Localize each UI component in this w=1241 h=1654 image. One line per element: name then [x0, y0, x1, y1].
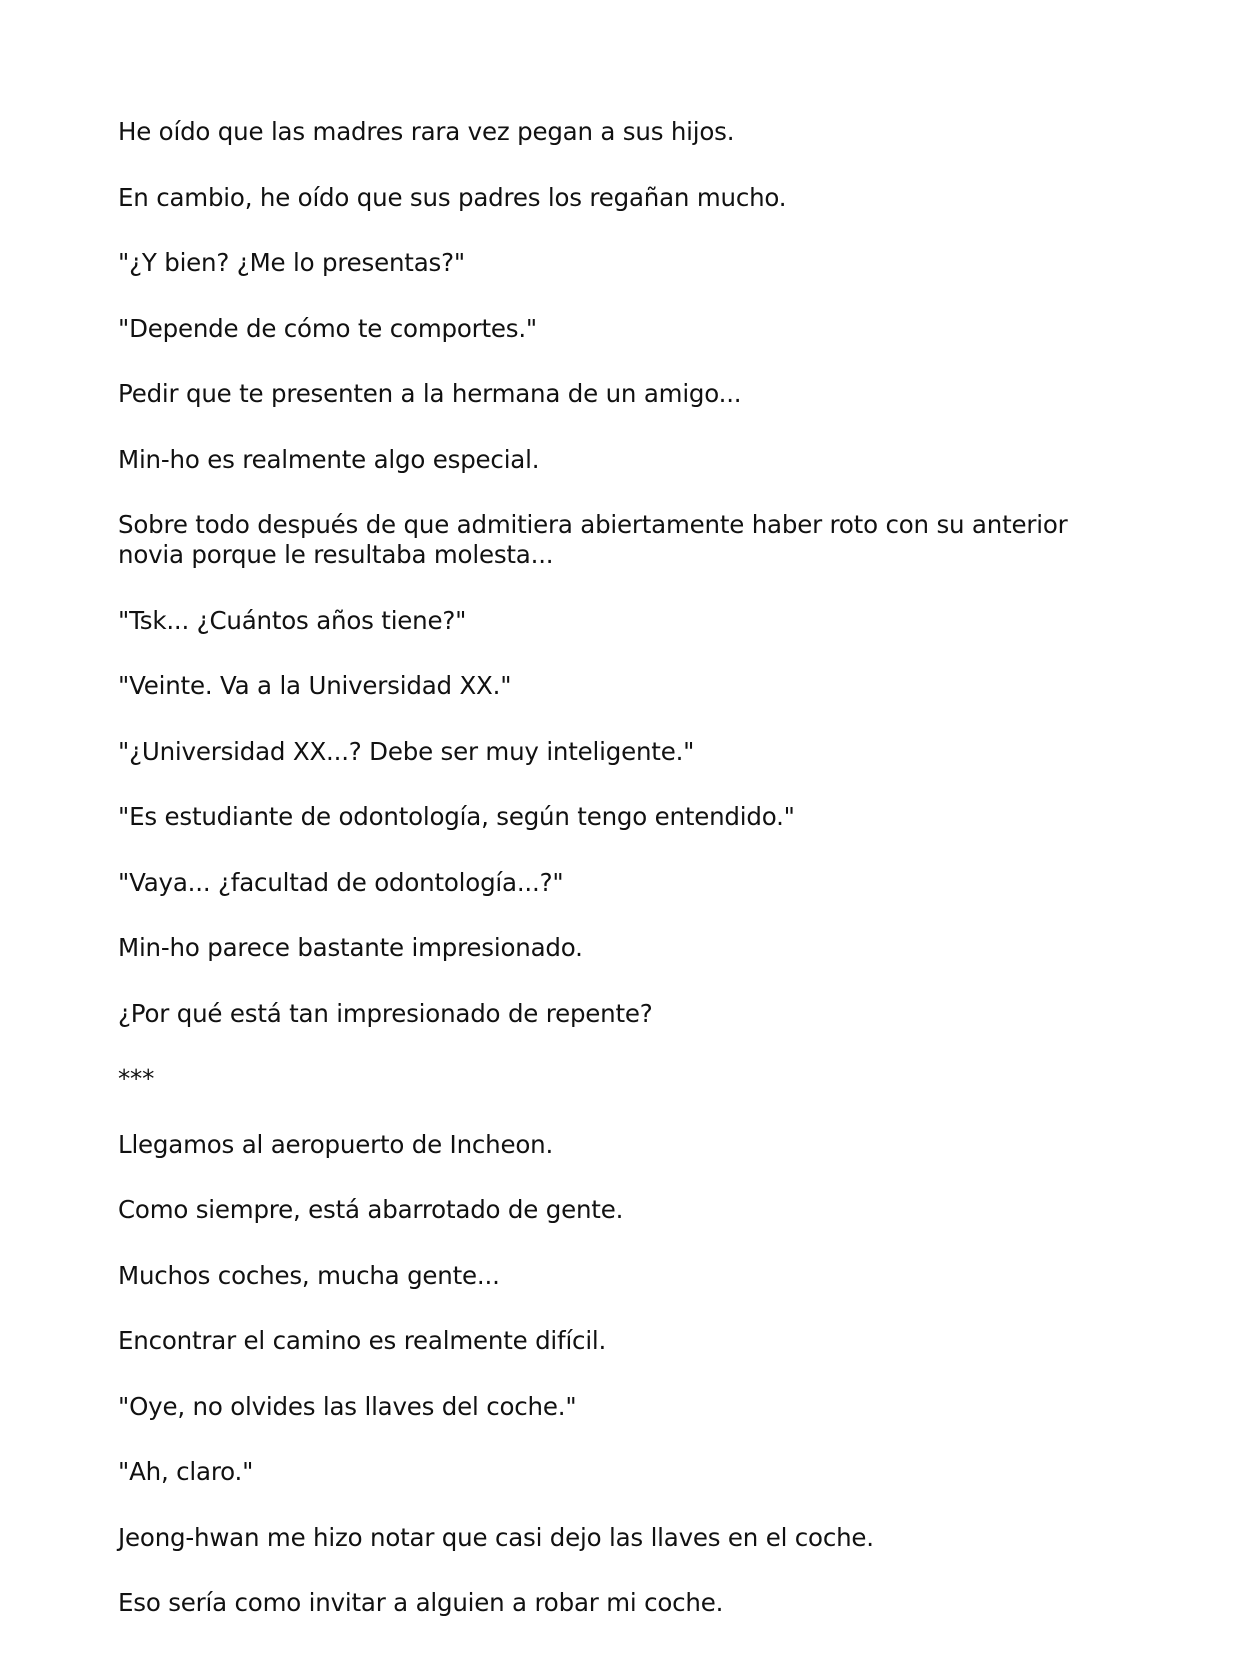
paragraph: "¿Y bien? ¿Me lo presentas?": [118, 248, 465, 277]
paragraph: "Vaya... ¿facultad de odontología...?": [118, 867, 564, 897]
paragraph: Sobre todo después de que admitiera abiertamente haber roto con su anterior novia porque le resultaba molesta...: [118, 510, 1068, 569]
paragraph: Pedir que te presenten a la hermana de un amigo...: [118, 379, 742, 408]
paragraph: "Oye, no olvides las llaves del coche.": [118, 1391, 577, 1421]
section-separator: ***: [118, 1064, 155, 1093]
paragraph: "Veinte. Va a la Universidad XX.": [118, 671, 512, 700]
paragraph: En cambio, he oído que sus padres los regañan mucho.: [118, 182, 787, 212]
paragraph: "Ah, claro.": [118, 1457, 254, 1486]
paragraph: ¿Por qué está tan impresionado de repente?: [118, 998, 653, 1028]
paragraph: He oído que las madres rara vez pegan a sus hijos.: [118, 117, 735, 146]
paragraph: Jeong-hwan me hizo notar que casi dejo las llaves en el coche.: [118, 1522, 874, 1552]
paragraph: "Es estudiante de odontología, según tengo entendido.": [118, 802, 795, 831]
paragraph: Muchos coches, mucha gente...: [118, 1260, 500, 1290]
paragraph: "Depende de cómo te comportes.": [118, 313, 537, 343]
paragraph: Min-ho parece bastante impresionado.: [118, 933, 583, 962]
paragraph: Como siempre, está abarrotado de gente.: [118, 1195, 624, 1224]
paragraph: Eso sería como invitar a alguien a robar mi coche.: [118, 1588, 724, 1617]
document-body: [118, 117, 1128, 1654]
paragraph: "¿Universidad XX...? Debe ser muy inteligente.": [118, 736, 695, 766]
paragraph: Llegamos al aeropuerto de Incheon.: [118, 1129, 554, 1159]
paragraph: Encontrar el camino es realmente difícil.: [118, 1326, 607, 1355]
paragraph: Min-ho es realmente algo especial.: [118, 444, 540, 474]
paragraph: "Tsk... ¿Cuántos años tiene?": [118, 605, 467, 635]
